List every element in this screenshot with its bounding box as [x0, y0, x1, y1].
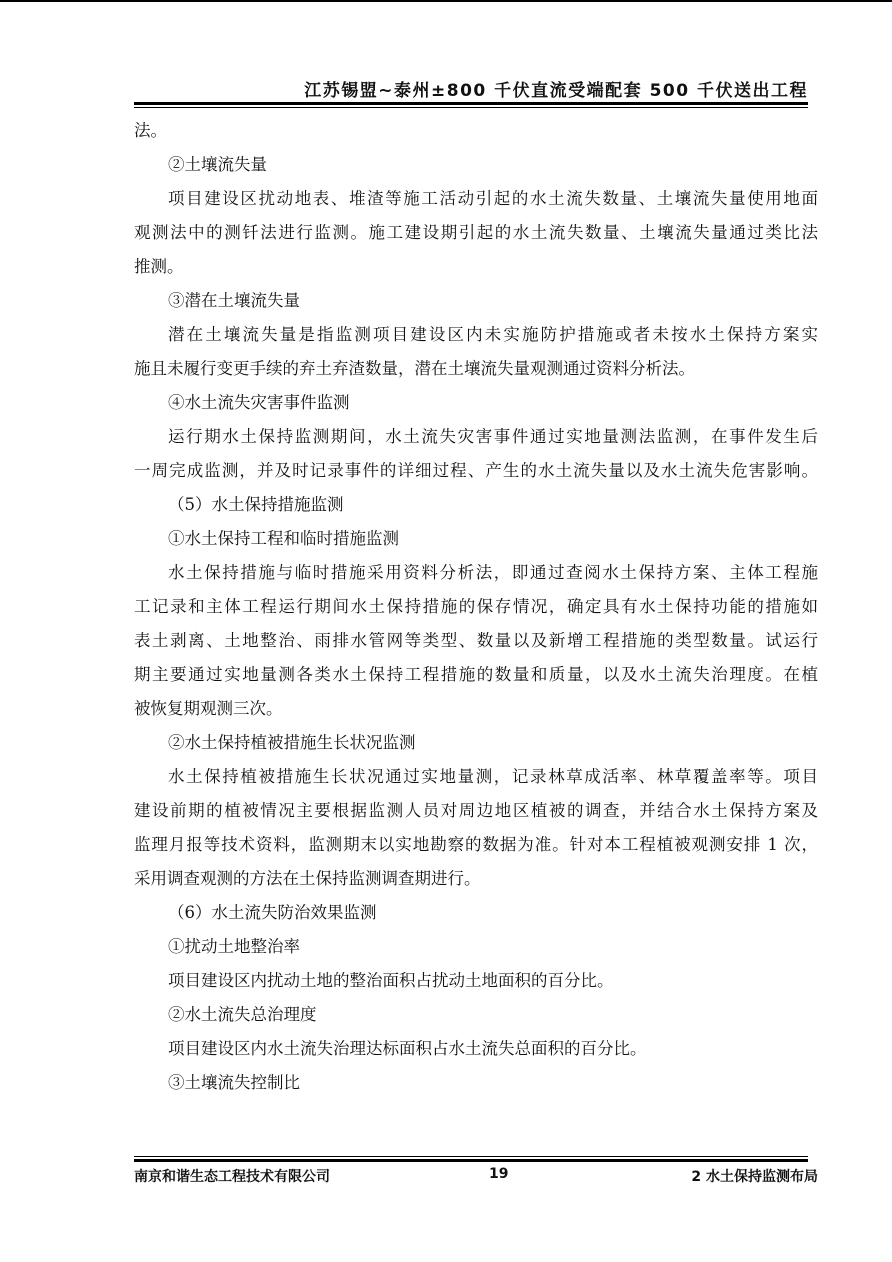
header-rule: [134, 102, 808, 105]
paragraph-line: 采用调查观测的方法在土保持监测调查期进行。: [134, 869, 481, 888]
paragraph-line: 水土保持植被措施生长状况通过实地量测，记录林草成活率、林草覆盖率等。项目: [168, 767, 818, 786]
page-footer: [134, 1166, 818, 1188]
paragraph-line: ①水土保持工程和临时措施监测: [168, 529, 399, 548]
paragraph-line: 水土保持措施与临时措施采用资料分析法，即通过查阅水土保持方案、主体工程施: [168, 563, 818, 582]
paragraph-line: 项目建设区内水土流失治理达标面积占水土流失总面积的百分比。: [168, 1039, 647, 1058]
paragraph-line: 工记录和主体工程运行期间水土保持措施的保存情况，确定具有水土保持功能的措施如: [134, 597, 818, 616]
paragraph-line: （5）水土保持措施监测: [168, 495, 344, 514]
paragraph-line: 建设前期的植被情况主要根据监测人员对周边地区植被的调查，并结合水土保持方案及: [134, 801, 818, 820]
footer-page-number: 19: [489, 1166, 509, 1182]
paragraph-line: 项目建设区内扰动土地的整治面积占扰动土地面积的百分比。: [168, 971, 614, 990]
paragraph-line: 运行期水土保持监测期间，水土流失灾害事件通过实地量测法监测，在事件发生后: [168, 427, 818, 446]
page-top-edge: [0, 0, 892, 2]
paragraph-line: 一周完成监测，并及时记录事件的详细过程、产生的水土流失量以及水土流失危害影响。: [134, 461, 818, 480]
paragraph-line: 期主要通过实地量测各类水土保持工程措施的数量和质量，以及水土流失治理度。在植: [134, 665, 818, 684]
footer-rule-thin: [134, 1156, 808, 1157]
paragraph-line: （6）水土流失防治效果监测: [168, 903, 377, 922]
footer-section: 2 水土保持监测布局: [691, 1169, 818, 1185]
paragraph-line: 推测。: [134, 257, 184, 276]
paragraph-line: 法。: [134, 121, 167, 140]
header-rule-thin: [134, 107, 808, 108]
paragraph-line: ①扰动土地整治率: [168, 937, 300, 956]
paragraph-line: ②水土保持植被措施生长状况监测: [168, 733, 416, 752]
paragraph-line: ②土壤流失量: [168, 155, 267, 174]
paragraph-line: 潜在土壤流失量是指监测项目建设区内未实施防护措施或者未按水土保持方案实: [168, 325, 818, 344]
paragraph-line: 观测法中的测钎法进行监测。施工建设期引起的水土流失数量、土壤流失量通过类比法: [134, 223, 818, 242]
header-title: 江苏锡盟~泰州±800 千伏直流受端配套 500 千伏送出工程: [304, 81, 808, 101]
footer-rule: [134, 1159, 808, 1162]
paragraph-line: ②水土流失总治理度: [168, 1005, 317, 1024]
footer-company: 南京和谐生态工程技术有限公司: [134, 1169, 330, 1185]
paragraph-line: ④水土流失灾害事件监测: [168, 393, 350, 412]
paragraph-line: 表土剥离、土地整治、雨排水管网等类型、数量以及新增工程措施的类型数量。试运行: [134, 631, 818, 650]
paragraph-line: 项目建设区扰动地表、堆渣等施工活动引起的水土流失数量、土壤流失量使用地面: [168, 189, 818, 208]
paragraph-line: 监理月报等技术资料，监测期末以实地勘察的数据为准。针对本工程植被观测安排 1 次，: [134, 835, 818, 854]
paragraph-line: ③土壤流失控制比: [168, 1073, 300, 1092]
paragraph-line: 施且未履行变更手续的弃土弃渣数量，潜在土壤流失量观测通过资料分析法。: [134, 359, 695, 378]
paragraph-line: ③潜在土壤流失量: [168, 291, 300, 310]
paragraph-line: 被恢复期观测三次。: [134, 699, 283, 718]
document-body: [134, 114, 818, 1100]
